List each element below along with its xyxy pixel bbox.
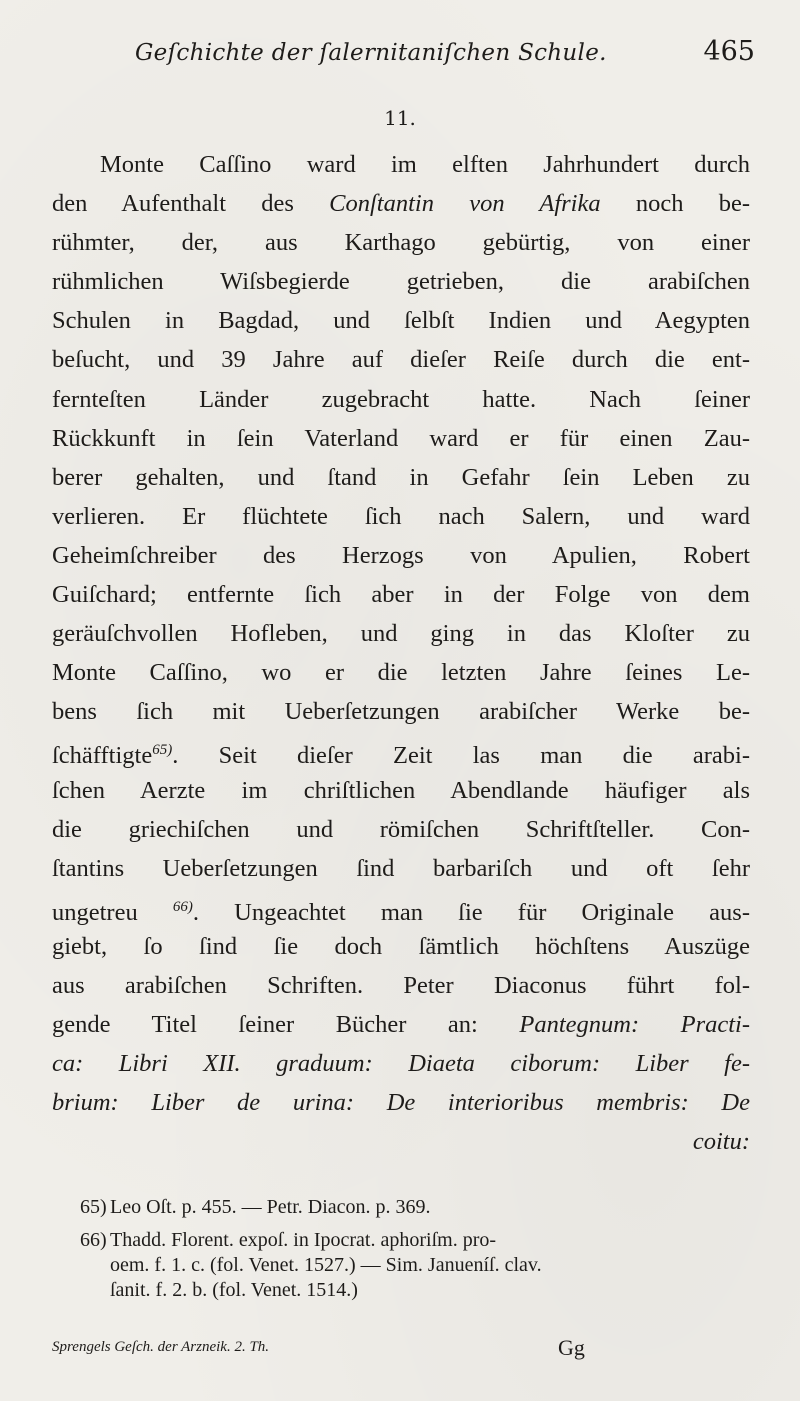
body-line: brium: Liber de urina: De interioribus membris: De (52, 1089, 750, 1117)
book-title: Pantegnum: Practi- (519, 1011, 751, 1039)
body-line: verlieren. Er flüchtete ſich nach Salern, und ward (52, 502, 750, 530)
body-line: ſchäfftigte$^{65)}$. Seit dieſer Zeit las man die arabi- (52, 742, 750, 770)
printer-signature (52, 1335, 742, 1365)
body-line: Rückkunft in ſein Vaterland ward er für einen Zau- (52, 424, 750, 452)
body-line: ca: Libri XII. graduum: Diaeta ciborum: Liber fe- (52, 1050, 750, 1078)
body-line: rühmter, der, aus Karthago gebürtig, von einer (52, 229, 750, 257)
page-number: 465 (703, 36, 755, 67)
signature-text: Sprengels Geſch. der Arzneik. 2. Th. (52, 1339, 270, 1355)
body-line: Monte Caſſino, wo er die letzten Jahre ſeines Le- (52, 659, 750, 687)
body-line: Guiſchard; entfernte ſich aber in der Folge von dem (52, 581, 750, 609)
body-line: aus arabiſchen Schriften. Peter Diaconus führt fol- (52, 971, 750, 999)
body-line: coitu: (692, 1128, 750, 1156)
footnote-number: 66) (80, 1229, 107, 1251)
body-line: ſchen Aerzte im chriſtlichen Abendlande häufiger als (52, 776, 750, 804)
page-header (135, 36, 755, 80)
running-title: Geſchichte der ſalernitaniſchen Schule. (135, 40, 607, 66)
footnote-ref-66[interactable]: 66) (172, 898, 193, 915)
body-line: ſtantins Ueberſetzungen ſind barbariſch und oft ſehr (52, 854, 750, 882)
signature-mark: Gg (558, 1335, 585, 1360)
body-line: fernteſten Länder zugebracht hatte. Nach ſeiner (52, 385, 750, 413)
body-line: geräuſchvollen Hofleben, und ging in das Kloſter zu (52, 620, 750, 648)
footnote-text: Leo Oſt. p. 455. — Petr. Diacon. p. 369. (110, 1196, 431, 1218)
body-line: bens ſich mit Ueberſetzungen arabiſcher Werke be- (52, 698, 750, 726)
body-line: beſucht, und 39 Jahre auf dieſer Reiſe durch die ent- (52, 346, 750, 374)
body-line: giebt, ſo ſind ſie doch ſämtlich höchſtens Auszüge (52, 932, 750, 960)
body-line: Monte Caſſino ward im elften Jahrhundert durch (100, 151, 750, 178)
footnote-66 (80, 1228, 750, 1303)
footnote-text: Thadd. Florent. expoſ. in Ipocrat. aphoriſm. pro- (110, 1229, 497, 1251)
section-number: 11. (384, 106, 416, 130)
footnote-ref-65[interactable]: 65) (152, 742, 173, 759)
body-line: Schulen in Bagdad, und ſelbſt Indien und Aegypten (52, 307, 750, 335)
emphasis-name: Conſtantin von Afrika (329, 190, 601, 218)
footnotes (80, 1195, 750, 1311)
body-line: ungetreu $^{66)}$. Ungeachtet man ſie für Originale aus- (52, 898, 750, 926)
body-text (52, 145, 750, 1161)
footnote-65 (80, 1195, 750, 1220)
body-line: den Aufenthalt des Conſtantin von Afrika noch be- (52, 190, 750, 218)
body-line: rühmlichen Wiſsbegierde getrieben, die arabiſchen (52, 268, 750, 296)
body-line: gende Titel ſeiner Bücher an: Pantegnum: Practi- (52, 1011, 751, 1039)
footnote-number: 65) (80, 1196, 107, 1218)
body-line: berer gehalten, und ſtand in Gefahr ſein Leben zu (52, 463, 750, 491)
footnote-text: oem. f. 1. c. (fol. Venet. 1527.) — Sim. Janueníſ. clav. (110, 1254, 542, 1276)
footnote-text: ſanit. f. 2. b. (fol. Venet. 1514.) (110, 1279, 358, 1301)
body-line: Geheimſchreiber des Herzogs von Apulien, Robert (52, 541, 750, 569)
body-line: die griechiſchen und römiſchen Schriftſteller. Con- (52, 815, 750, 843)
